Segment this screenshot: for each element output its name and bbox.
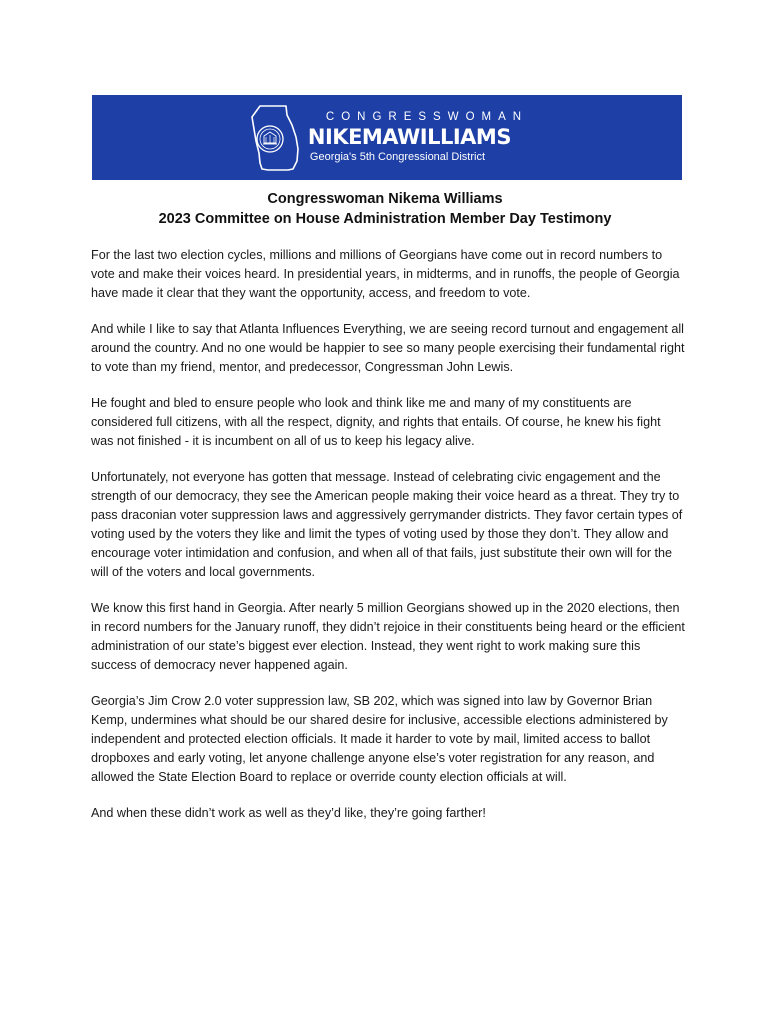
paragraph: Georgia’s Jim Crow 2.0 voter suppression law, SB 202, which was signed into law by Governor Brian Kemp, undermines what should be our shared desire for inclusive, accessible elections administered by independent and protected election officials. It made it harder to vote by mail, limited access to ballot dropboxes and early voting, let anyone challenge anyone else’s voter registration for any reason, and allowed the State Election Board to replace or override county election officials at will.: [91, 694, 668, 784]
paragraph: Unfortunately, not everyone has gotten that message. Instead of celebrating civic engagement and the strength of our democracy, they see the American people making their voice heard as a threat. They try to pass draconian voter suppression laws and aggressively gerrymander districts. They favor certain types of voting used by the voters they like and limit the types of voting used by those they don’t. They allow and encourage voter intimidation and confusion, and when all of that fails, just substitute their own will for the will of the voters and local governments.: [91, 470, 683, 579]
paragraph: We know this first hand in Georgia. After nearly 5 million Georgians showed up in the 2020 elections, then in record numbers for the January runoff, they didn’t rejoice in their constituents being heard or the efficient administration of our state’s biggest ever election. Instead, they went right to work making sure this success of democracy never happened again.: [91, 601, 685, 672]
testimony-body: [91, 246, 685, 840]
document-subtitle: 2023 Committee on House Administration Member Day Testimony: [158, 211, 612, 227]
logo-top-text: CONGRESSWOMAN: [325, 110, 529, 123]
georgia-map-seal-icon: [246, 103, 302, 173]
header-banner: [92, 95, 682, 180]
paragraph: And while I like to say that Atlanta Influences Everything, we are seeing record turnout and engagement all around the country. And no one would be happier to see so many people exercising their fundamental right to vote than my friend, mentor, and predecessor, Congressman John Lewis.: [91, 322, 685, 374]
paragraph: He fought and bled to ensure people who look and think like me and many of my constituents are considered full citizens, with all the respect, dignity, and rights that entails. Of course, he knew his fight was not finished - it is incumbent on all of us to keep his legacy alive.: [91, 396, 661, 448]
logo-name-text: NIKEMAWILLIAMS: [307, 125, 511, 150]
logo-subtitle-text: Georgia's 5th Congressional District: [309, 151, 486, 164]
paragraph: And when these didn’t work as well as they’d like, they’re going farther!: [91, 806, 486, 820]
logo-wordmark: [308, 112, 528, 164]
document-title: Congresswoman Nikema Williams: [267, 191, 503, 207]
congresswoman-logo: [246, 103, 528, 173]
paragraph: For the last two election cycles, millions and millions of Georgians have come out in record numbers to vote and make their voices heard. In presidential years, in midterms, and in runoffs, the people of Georgia have made it clear that they want the opportunity, access, and freedom to vote.: [91, 248, 680, 300]
